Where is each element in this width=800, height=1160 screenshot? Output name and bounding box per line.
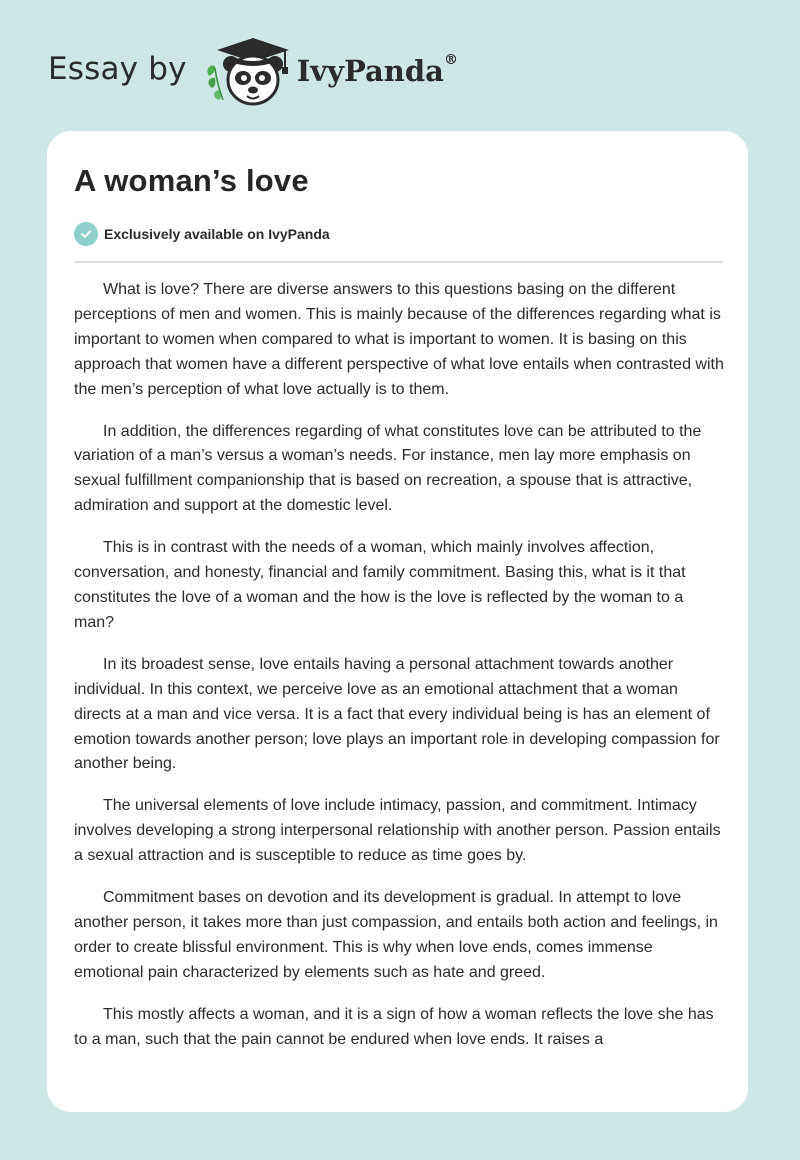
page-title: A woman’s love [74, 163, 309, 198]
registered-mark: ® [443, 52, 458, 68]
panda-logo-icon [203, 34, 295, 110]
exclusive-badge [74, 222, 330, 246]
paragraph: Commitment bases on devotion and its development is gradual. In attempt to love another person, it takes more than just compassion, and entails both action and feelings, in order to create blissful environment. This is why when love ends, comes immense emotional pain characterized by elements such as hate and greed. [74, 889, 718, 981]
essay-body [74, 278, 726, 1069]
paragraph: In addition, the differences regarding of what constitutes love can be attributed to the variation of a man’s versus a woman’s needs. For instance, men lay more emphasis on sexual fulfillment companionship that is based on recreation, a spouse that is attractive, admiration and support at the domestic level. [74, 422, 702, 515]
exclusive-label: Exclusively available on IvyPanda [104, 226, 330, 242]
site-header [48, 32, 458, 112]
check-icon [74, 222, 98, 246]
paragraph: In its broadest sense, love entails having a personal attachment towards another individual. In this context, we perceive love as an emotional attachment that a woman directs at a man and vice versa. It is a fact that every individual being is has an element of emotion towards another person; love plays an important role in developing compassion for another being. [74, 655, 720, 773]
essay-card [47, 131, 748, 1112]
paragraph: This is in contrast with the needs of a woman, which mainly involves affection, conversation, and honesty, financial and family commitment. Basing this, what is it that constitutes the love of a woman and the how is the love is reflected by the woman to a man? [74, 539, 686, 631]
paragraph: The universal elements of love include intimacy, passion, and commitment. Intimacy involves developing a strong interpersonal relationship with another person. Passion entails a sexual attraction and is susceptible to reduce as time goes by. [74, 797, 721, 865]
paragraph: This mostly affects a woman, and it is a sign of how a woman reflects the love she has to a man, such that the pain cannot be endured when love ends. It raises a [74, 1005, 714, 1048]
essay-by-label: Essay by [48, 51, 187, 87]
divider [74, 261, 723, 263]
brand-name[interactable]: IvyPanda® [296, 52, 458, 88]
paragraph: What is love? There are diverse answers to this questions basing on the different perceptions of men and women. This is mainly because of the differences regarding what is important to women when compared to what is important to women. It is basing on this approach that women have a different perspective of what love entails when contrasted with the men’s perception of what love actually is to them. [74, 281, 724, 398]
